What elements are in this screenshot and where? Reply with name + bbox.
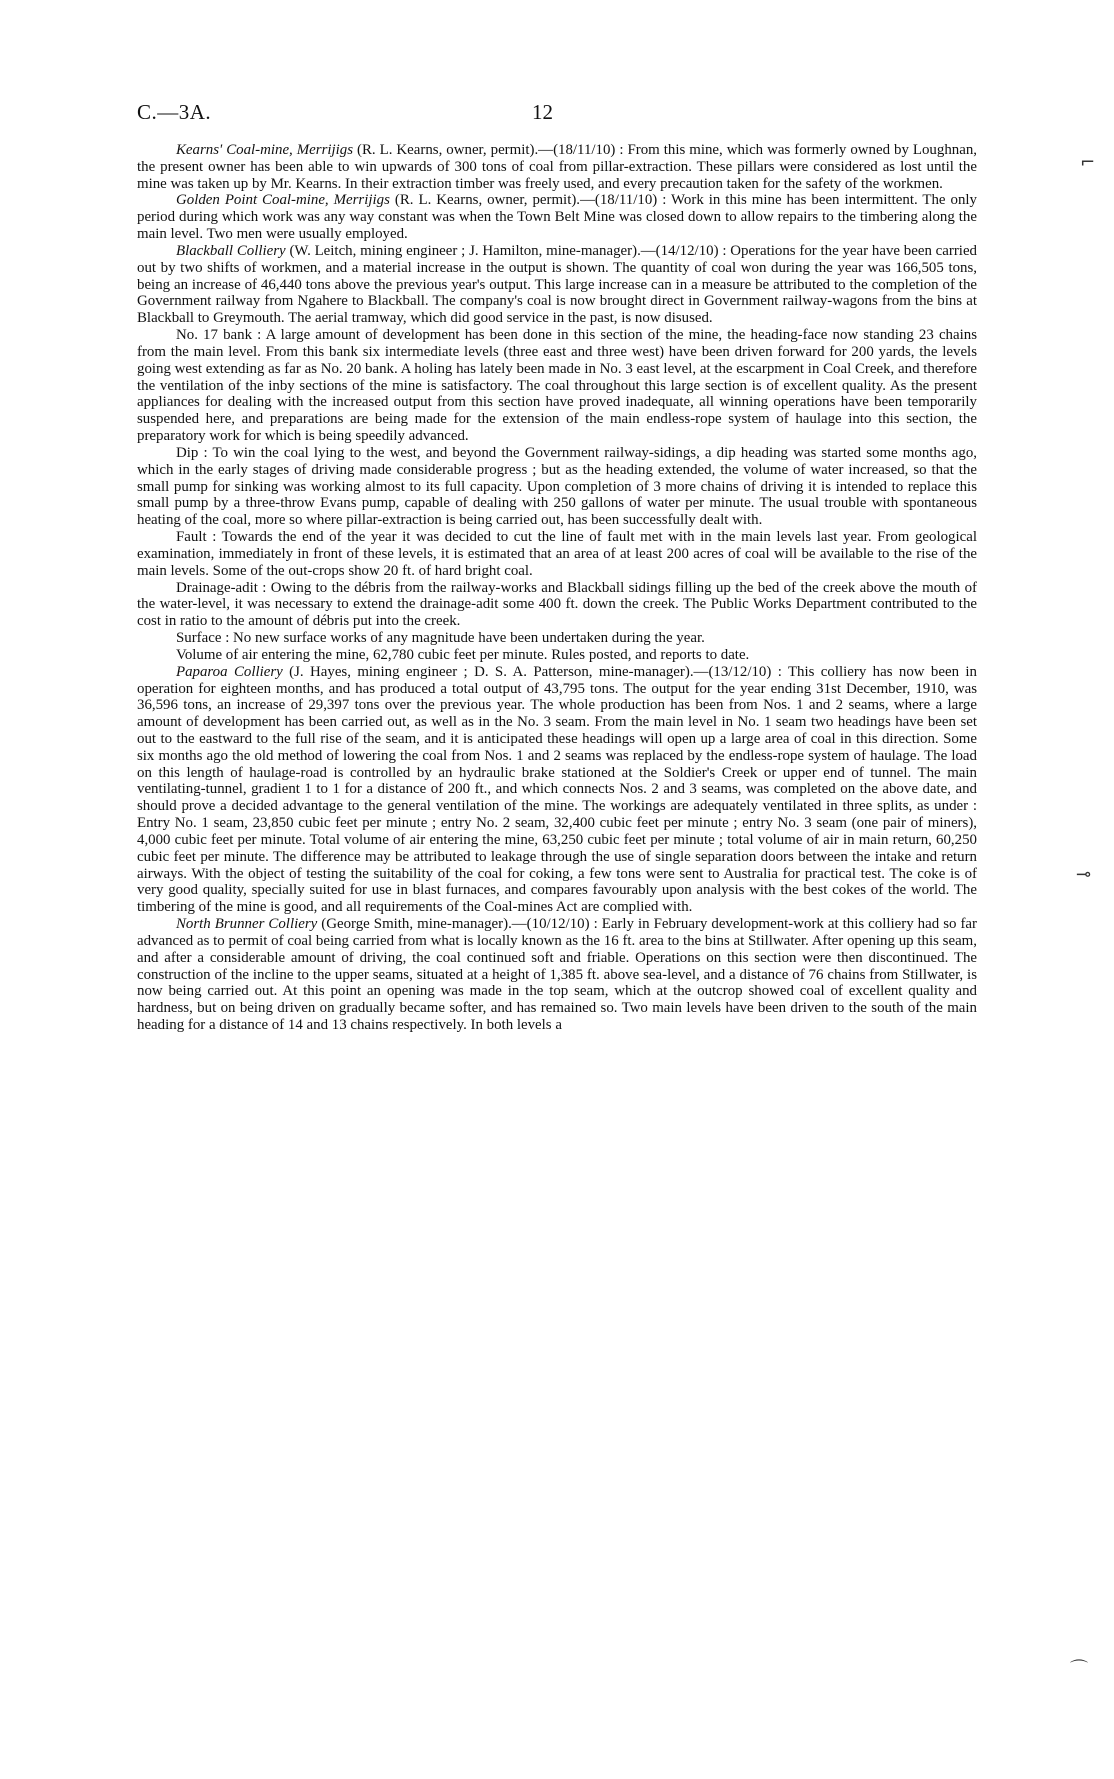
paragraph-lead: Paparoa Colliery bbox=[176, 663, 283, 680]
paragraph-surface bbox=[137, 630, 977, 647]
paragraph-text: (W. Leitch, mining engineer ; J. Hamilton, mine-manager).—(14/12/10) : Operations for the year have been carried out by two shifts of workmen, and a material increase in the output is shown. The quantity of coal won during the year was 166,505 tons, being an increase of 46,440 tons above the previous year's output. This large increase can in a measure be attributed to the completion of the Government railway from Ngahere to Blackball. The company's coal is now brought direct in Government railway-wagons from the bins at Blackball to Greymouth. The aerial tramway, which did good service in the past, is now disused. bbox=[137, 242, 977, 327]
paragraph-kearns bbox=[137, 142, 977, 192]
paragraph-lead: North Brunner Colliery bbox=[176, 916, 318, 933]
paragraph-text: No. 17 bank : A large amount of development has been done in this section of the mine, the heading-face now standing 23 chains from the main level. From this bank six intermediate levels (three east and three west) have been driven forward for 200 yards, the levels going west extending as far as No. 20 bank. A holing has lately been made in No. 3 east level, at the escarpment in Coal Creek, and therefore the ventilation of the inby sections of the mine is satisfactory. The coal throughout this large section is of excellent quality. As the present appliances for dealing with the increased output from this section have proved inadequate, all winning operations have been temporarily suspended here, and preparations are being made for the extension of the main endless-rope system of haulage into this section, the preparatory work for which is being speedily advanced. bbox=[137, 327, 977, 445]
paragraph-text: Drainage-adit : Owing to the débris from the railway-works and Blackball sidings filling up the bed of the creek above the mouth of the water-level, it was necessary to extend the drainage-adit some 400 ft. down the creek. The Public Works Department contributed to the cost in ratio to the amount of débris put into the creek. bbox=[137, 579, 977, 630]
paragraph-paparoa bbox=[137, 664, 977, 916]
margin-mark-icon: ⊸ bbox=[1076, 864, 1092, 885]
paragraph-text: (R. L. Kearns, owner, permit).—(18/11/10) : From this mine, which was formerly owned by Loughnan, the present owner has been able to win upwards of 300 tons of coal from pillar-extraction. These pillars were considered as lost until the mine was taken up by Mr. Kearns. In their extraction timber was freely used, and every precaution taken for the safety of the workmen. bbox=[137, 142, 977, 192]
margin-mark-icon: ⌐ bbox=[1080, 152, 1096, 173]
paragraph-air-volume bbox=[137, 647, 977, 664]
paragraph-blackball bbox=[137, 243, 977, 327]
paragraph-dip bbox=[137, 445, 977, 529]
paragraph-lead: Golden Point Coal-mine, Merrijigs bbox=[176, 192, 390, 209]
paragraph-text: Fault : Towards the end of the year it was decided to cut the line of fault met with in the main levels last year. From geological examination, immediately in front of these levels, it is estimated that an area of at least 200 acres of coal will be available to the rise of the main levels. Some of the out-crops show 20 ft. of hard bright coal. bbox=[137, 529, 977, 579]
margin-mark-icon: ⌒ bbox=[1070, 1659, 1088, 1680]
paragraph-text: (J. Hayes, mining engineer ; D. S. A. Patterson, mine-manager).—(13/12/10) : This colliery has now been in operation for eighteen months, and has produced a total output of 43,795 tons. The output for the year ending 31st December, 1910, was 36,596 tons, an increase of 29,397 tons over the previous year. The whole production has been from Nos. 1 and 2 seams, where a large amount of development has been carried out, as well as in the No. 3 seam. From the main level in No. 1 seam two headings have been set out to the eastward to the full rise of the seam, and it is anticipated these headings will open up a large area of coal in this direction. Some six months ago the old method of lowering the coal from Nos. 1 and 2 seams was replaced by the endless-rope system of haulage. The load on this length of haulage-road is controlled by an hydraulic brake stationed at the Soldier's Creek or upper end of tunnel. The main ventilating-tunnel, gradient 1 to 1 for a distance of 200 ft., and which connects Nos. 2 and 3 seams, was completed on the above date, and should prove a decided advantage to the general ventilation of the mine. The workings are adequately ventilated in three splits, as under : Entry No. 1 seam, 23,850 cubic feet per minute ; entry No. 2 seam, 32,400 cubic feet per minute ; entry No. 3 seam (one pair of miners), 4,000 cubic feet per minute. Total volume of air entering the mine, 63,250 cubic feet per minute ; total volume of air in main return, 60,250 cubic feet per minute. The difference may be attributed to leakage through the use of single separation doors between the intake and return airways. With the object of testing the suitability of the coal for coking, a few tons were sent to Australia for practical test. The coke is of very good quality, specially suited for use in blast furnaces, and compares favourably upon analysis with the best cokes of the world. The timbering of the mine is good, and all requirements of the Coal-mines Act are complied with. bbox=[137, 663, 978, 916]
paragraph-text: Volume of air entering the mine, 62,780 cubic feet per minute. Rules posted, and reports to date. bbox=[176, 646, 750, 663]
paragraph-lead: Blackball Colliery bbox=[176, 242, 286, 259]
section-code: C.—3A. bbox=[137, 100, 212, 124]
paragraph-north-brunner bbox=[137, 916, 977, 1034]
paragraph-drainage-adit bbox=[137, 580, 977, 630]
paragraph-golden-point bbox=[137, 192, 977, 242]
paragraph-no17-bank bbox=[137, 327, 977, 445]
paragraph-text: Dip : To win the coal lying to the west, and beyond the Government railway-sidings, a dip heading was started some months ago, which in the early stages of driving made considerable progress ; but as the heading extended, the volume of water increased, so that the small pump for sinking was working almost to its full capacity. Upon completion of 3 more chains of driving it is intended to replace this small pump by a three-throw Evans pump, capable of dealing with 250 gallons of water per minute. The usual trouble with spontaneous heating of the coal, more so where pillar-extraction is being carried out, has been successfully dealt with. bbox=[137, 444, 977, 529]
paragraph-lead: Kearns' Coal-mine, Merrijigs bbox=[176, 142, 354, 158]
paragraph-text: (George Smith, mine-manager).—(10/12/10) : Early in February development-work at this colliery had so far advanced as to permit of coal being carried from what is locally known as the 16 ft. area to the bins at Stillwater. After opening up this seam, and after a considerable amount of driving, the coal continued soft and friable. Operations on this section were then discontinued. The construction of the incline to the upper seams, situated at a height of 1,385 ft. above sea-level, and a distance of 76 chains from Stillwater, is now being carried out. At this point an opening was made in the top seam, which at the outcrop showed coal of excellent quality and hardness, but on being driven on gradually became softer, and has remained so. Two main levels have been driven to the south of the main heading for a distance of 14 and 13 chains respectively. In both levels a bbox=[137, 916, 977, 1034]
page-number: 12 bbox=[532, 100, 553, 124]
body-text bbox=[137, 142, 977, 1034]
paragraph-text: Surface : No new surface works of any magnitude have been undertaken during the year. bbox=[176, 630, 705, 647]
paragraph-text: (R. L. Kearns, owner, permit).—(18/11/10) : Work in this mine has been intermittent. The only period during which work was any way constant was when the Town Belt Mine was closed down to allow repairs to the timbering along the main level. Two men were usually employed. bbox=[137, 192, 977, 243]
page-header bbox=[137, 100, 977, 130]
paragraph-fault bbox=[137, 529, 977, 579]
